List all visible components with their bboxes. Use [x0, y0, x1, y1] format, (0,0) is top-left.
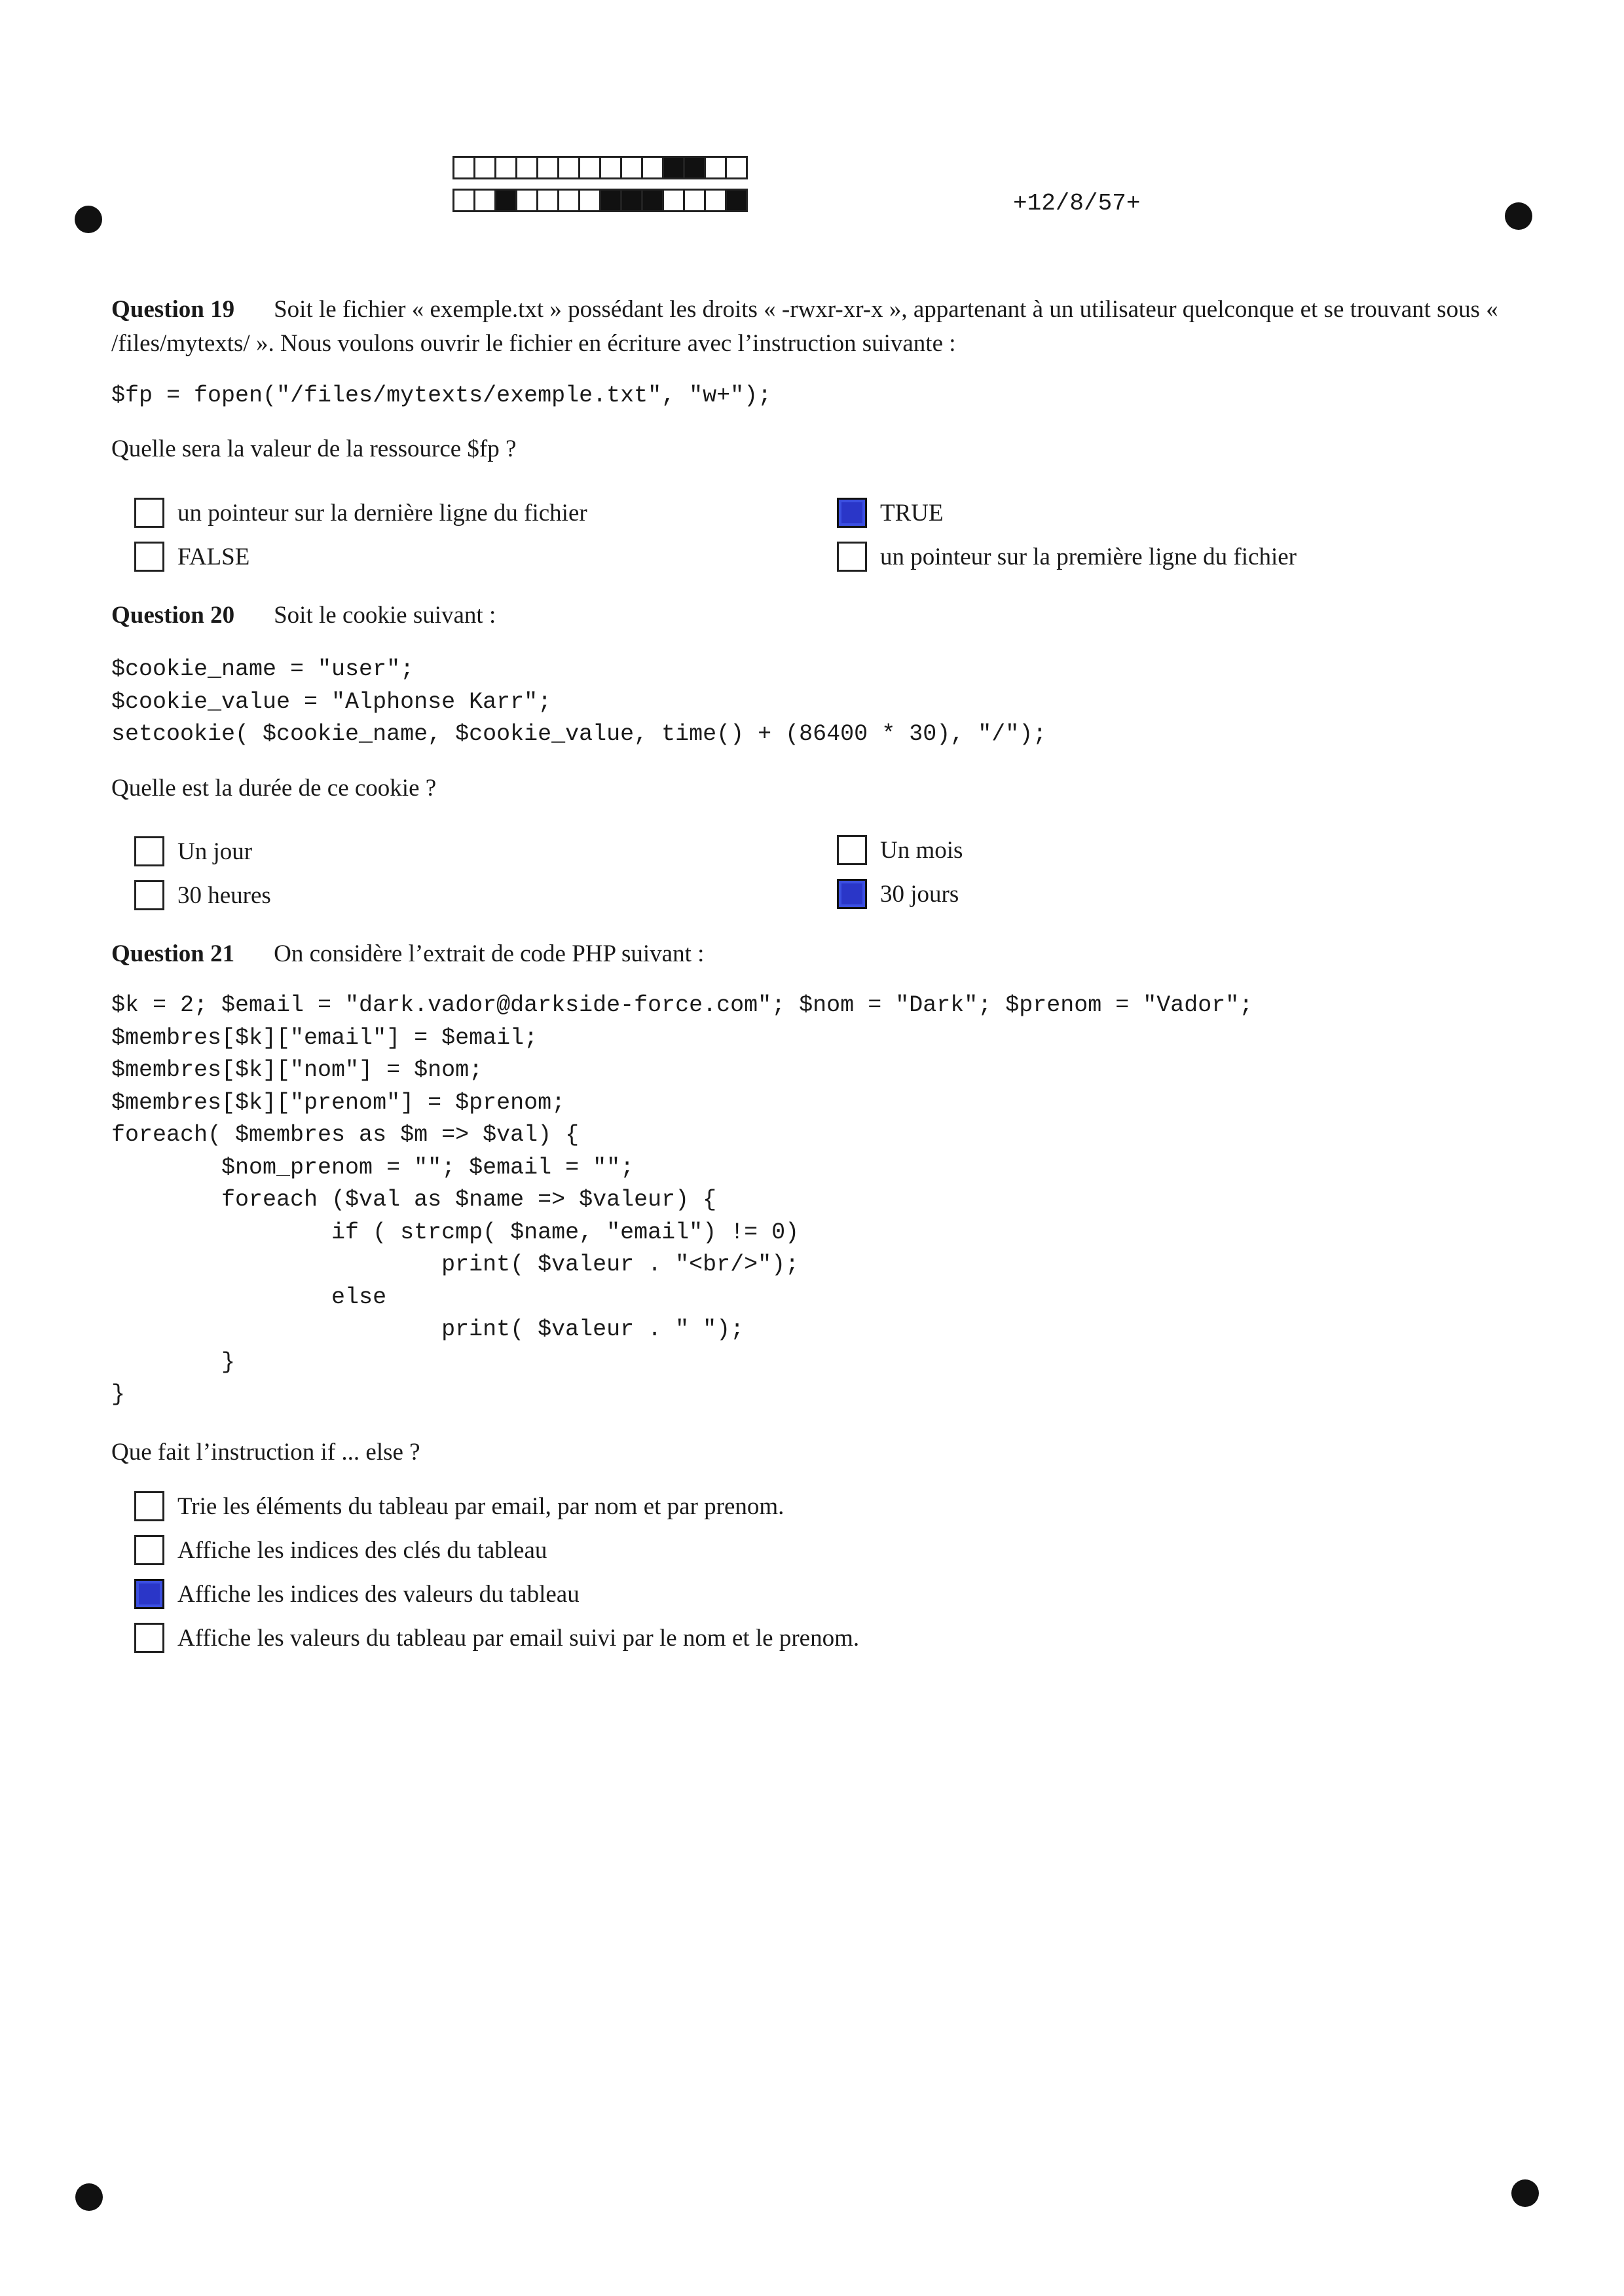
answer-label: Un mois — [880, 836, 963, 864]
answer-option[interactable] — [837, 542, 1297, 572]
answer-label: 30 jours — [880, 880, 959, 908]
barcode-cell — [578, 189, 601, 212]
question-text: Soit le cookie suivant : — [274, 602, 496, 629]
question-text: Soit le fichier « exemple.txt » possédant les droits « -rwxr-xr-x », appartenant à un utilisateur quelconque et se trouvant sous « /files/mytexts/ ». Nous voulons ouvrir le fichier en écriture avec l’instruction suivante : — [111, 296, 1498, 357]
barcode-cell — [725, 189, 748, 212]
question-label: Question 21 — [111, 940, 235, 967]
answer-label: Affiche les valeurs du tableau par email suivi par le nom et le prenom. — [177, 1624, 860, 1652]
answer-label: un pointeur sur la dernière ligne du fichier — [177, 499, 587, 527]
barcode-cell — [620, 156, 643, 179]
barcode-cell — [536, 156, 559, 179]
barcode-cell — [662, 189, 685, 212]
answer-option[interactable] — [134, 498, 587, 528]
barcode-cell — [557, 156, 580, 179]
checkbox[interactable] — [134, 1579, 164, 1609]
checkbox[interactable] — [837, 498, 867, 528]
barcode-cell — [557, 189, 580, 212]
registration-mark-top-right — [1505, 202, 1532, 230]
barcode-cell — [536, 189, 559, 212]
checkbox[interactable] — [134, 498, 164, 528]
registration-mark-top-left — [75, 206, 102, 233]
checkbox[interactable] — [134, 880, 164, 910]
barcode-cell — [494, 189, 517, 212]
answer-option[interactable] — [837, 835, 963, 865]
barcode-cell — [452, 189, 475, 212]
answer-option[interactable] — [134, 1623, 859, 1653]
checkbox[interactable] — [837, 879, 867, 909]
answer-option[interactable] — [134, 836, 252, 866]
answer-option[interactable] — [134, 880, 271, 910]
answer-label: un pointeur sur la première ligne du fichier — [880, 543, 1297, 570]
checkbox[interactable] — [134, 1535, 164, 1565]
answer-option[interactable] — [134, 542, 249, 572]
question-prompt: Quelle sera la valeur de la ressource $fp ? — [111, 435, 517, 462]
checkbox[interactable] — [837, 835, 867, 865]
answer-option[interactable] — [134, 1535, 547, 1565]
barcode-cell — [515, 189, 538, 212]
checkbox[interactable] — [134, 1491, 164, 1521]
barcode-cell — [494, 156, 517, 179]
code-block: $k = 2; $email = "dark.vador@darkside-force.com"; $nom = "Dark"; $prenom = "Vador"; $membres[$k]["email"] = $email; $membres[$k]["nom"] = $nom; $membres[$k]["prenom"] = $prenom; foreach( $membres as $m => $val) { $nom_prenom = ""; $email = ""; foreach ($val as $name => $valeur) { if ( strcmp( $name, "email") != 0) print( $valeur . "<br/>"); else print( $valeur . " "); } } — [111, 992, 1253, 1407]
barcode-cell — [599, 156, 622, 179]
checkbox[interactable] — [134, 836, 164, 866]
answer-label: Un jour — [177, 838, 253, 865]
question-text: On considère l’extrait de code PHP suivant : — [274, 940, 705, 967]
barcode-cell — [515, 156, 538, 179]
answer-label: Affiche les indices des valeurs du tableau — [177, 1580, 580, 1608]
question-19-statement — [111, 293, 1506, 361]
barcode-cell — [683, 189, 706, 212]
code-block: $cookie_name = "user"; $cookie_value = "Alphonse Karr"; setcookie( $cookie_name, $cookie_value, time() + (86400 * 30), "/"); — [111, 656, 1047, 747]
question-21-statement — [111, 937, 1506, 971]
barcode-cell — [704, 156, 727, 179]
registration-mark-bottom-right — [1511, 2179, 1539, 2207]
barcode-cell — [473, 189, 496, 212]
answer-option[interactable] — [134, 1491, 784, 1521]
answer-option[interactable] — [134, 1579, 580, 1609]
checkbox[interactable] — [837, 542, 867, 572]
barcode-cell — [641, 189, 664, 212]
question-prompt: Quelle est la durée de ce cookie ? — [111, 775, 437, 802]
answer-label: Affiche les indices des clés du tableau — [177, 1536, 547, 1564]
id-barcode-row — [454, 189, 748, 212]
page-id: +12/8/57+ — [1013, 190, 1141, 217]
barcode-cell — [725, 156, 748, 179]
question-label: Question 20 — [111, 602, 235, 629]
answer-option[interactable] — [837, 498, 944, 528]
barcode-cell — [452, 156, 475, 179]
registration-mark-bottom-left — [75, 2183, 103, 2211]
answer-option[interactable] — [837, 879, 959, 909]
barcode-cell — [641, 156, 664, 179]
checkbox[interactable] — [134, 1623, 164, 1653]
question-prompt: Que fait l’instruction if ... else ? — [111, 1439, 420, 1466]
barcode-cell — [662, 156, 685, 179]
question-label: Question 19 — [111, 296, 235, 323]
answer-label: FALSE — [177, 543, 250, 570]
code-block: $fp = fopen("/files/mytexts/exemple.txt", "w+"); — [111, 382, 772, 409]
question-20-statement — [111, 599, 1506, 633]
answer-label: TRUE — [880, 499, 944, 527]
id-barcode-row — [454, 156, 748, 179]
barcode-cell — [473, 156, 496, 179]
barcode-cell — [578, 156, 601, 179]
barcode-cell — [620, 189, 643, 212]
checkbox[interactable] — [134, 542, 164, 572]
barcode-cell — [704, 189, 727, 212]
answer-label: 30 heures — [177, 881, 271, 909]
barcode-cell — [599, 189, 622, 212]
answer-label: Trie les éléments du tableau par email, par nom et par prenom. — [177, 1492, 784, 1520]
barcode-cell — [683, 156, 706, 179]
